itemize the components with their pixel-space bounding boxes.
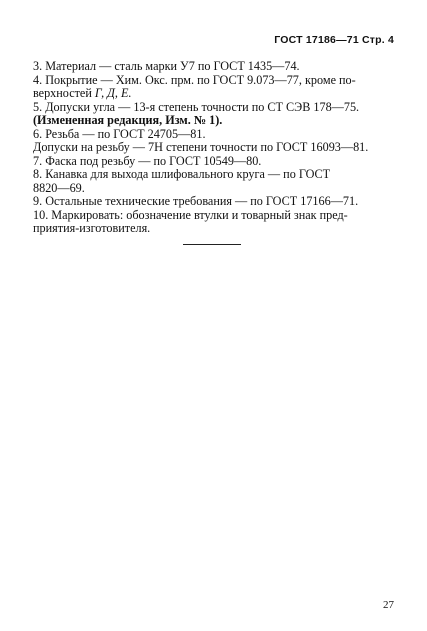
page-number: 27 xyxy=(383,599,394,611)
item-5: 5. Допуски угла — 13-я степень точности по СТ СЭВ 178—75. xyxy=(33,99,360,114)
item-4-line-1: 4. Покрытие — Хим. Окс. прм. по ГОСТ 9.073—77, кроме по- xyxy=(33,72,356,87)
item-4-prefix: верхностей xyxy=(33,86,95,100)
item-4-surfaces: Г, Д, Е. xyxy=(94,86,132,100)
page-header: ГОСТ 17186—71 Стр. 4 xyxy=(274,34,394,46)
item-7: 7. Фаска под резьбу — по ГОСТ 10549—80. xyxy=(33,153,262,168)
item-6-thread-tolerance: Допуски на резьбу — 7Н степени точности по ГОСТ 16093—81. xyxy=(33,140,369,154)
section-divider xyxy=(183,244,241,245)
item-9: 9. Остальные технические требования — по ГОСТ 17166—71. xyxy=(33,194,359,208)
item-4-line-2 xyxy=(33,87,395,101)
item-8-line-2: 8820—69. xyxy=(33,180,85,195)
item-10-line-1: 10. Маркировать: обозначение втулки и товарный знак пред- xyxy=(33,207,348,222)
item-6: 6. Резьба — по ГОСТ 24705—81. xyxy=(33,126,206,141)
item-5-amendment-note: (Измененная редакция, Изм. № 1). xyxy=(33,113,223,127)
item-3: 3. Материал — сталь марки У7 по ГОСТ 1435—74. xyxy=(33,59,300,73)
document-body xyxy=(33,60,395,236)
item-10-line-2: приятия-изготовителя. xyxy=(33,221,151,235)
item-8-line-1: 8. Канавка для выхода шлифовального круга — по ГОСТ xyxy=(33,167,331,181)
